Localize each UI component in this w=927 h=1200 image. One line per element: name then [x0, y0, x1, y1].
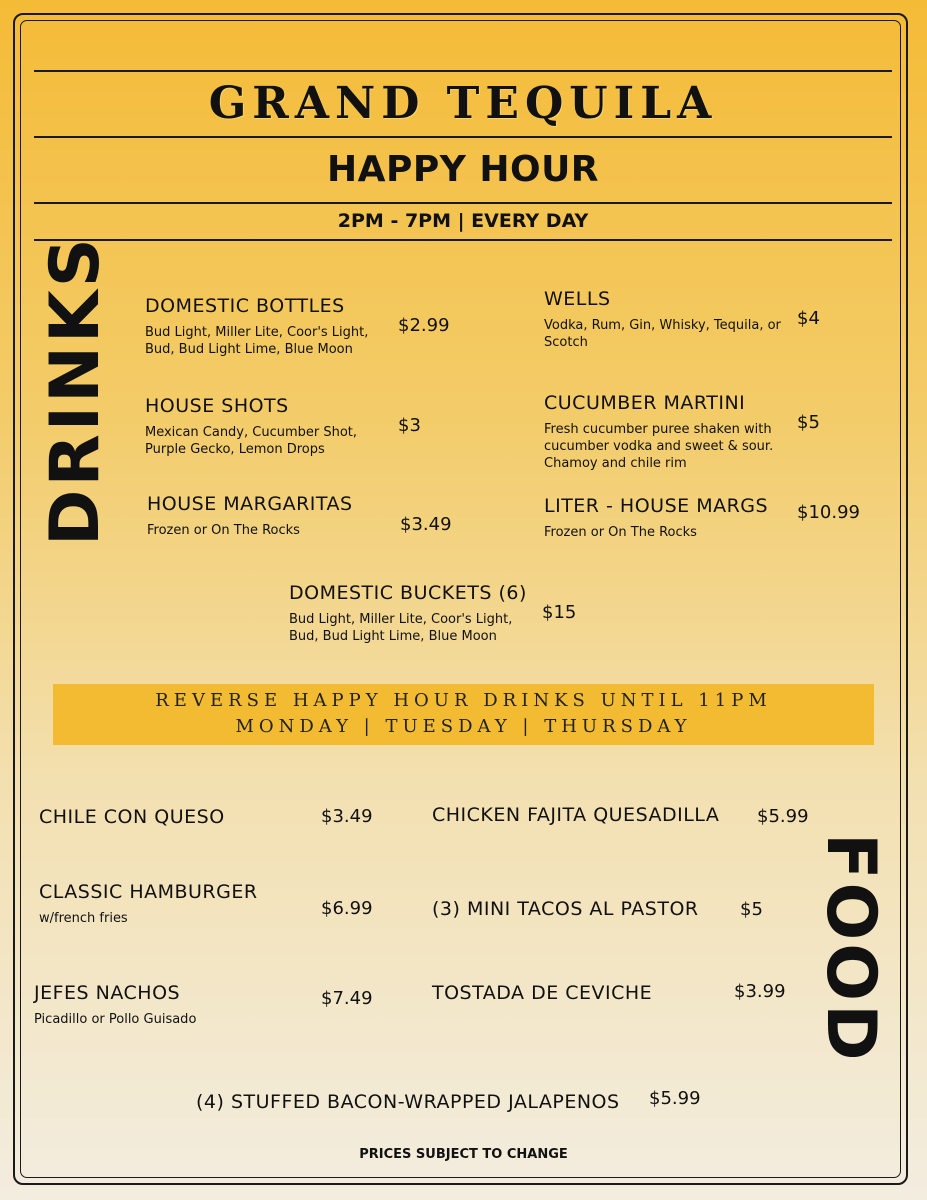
- item-price: $5: [797, 412, 820, 433]
- item-price: $7.49: [321, 988, 373, 1009]
- item-price: $3.49: [321, 806, 373, 827]
- food-item-mini-tacos-al-pastor: [432, 897, 699, 921]
- drink-item-house-margaritas: [147, 492, 392, 539]
- item-price: $5.99: [757, 806, 809, 827]
- item-name: CUCUMBER MARTINI: [544, 392, 746, 414]
- item-price: $15: [542, 602, 577, 623]
- item-name: WELLS: [544, 288, 611, 310]
- item-price: $4: [797, 308, 820, 329]
- item-description: Mexican Candy, Cucumber Shot, Purple Gecko, Lemon Drops: [145, 425, 358, 457]
- item-price: $3.99: [734, 981, 786, 1002]
- divider-line: [34, 239, 892, 241]
- item-price: $6.99: [321, 898, 373, 919]
- drink-item-domestic-buckets: [289, 581, 534, 645]
- item-name: LITER - HOUSE MARGS: [544, 495, 769, 517]
- item-price: $3.49: [400, 514, 452, 535]
- banner-days: MONDAY | TUESDAY | THURSDAY: [235, 716, 692, 737]
- item-price: $5.99: [649, 1088, 701, 1109]
- item-name: DOMESTIC BOTTLES: [145, 295, 345, 317]
- item-description: Bud Light, Miller Lite, Coor's Light, Bud, Bud Light Lime, Blue Moon: [289, 612, 513, 644]
- drink-item-domestic-bottles: [145, 294, 390, 358]
- item-name: HOUSE MARGARITAS: [147, 493, 353, 515]
- drink-item-cucumber-martini: [544, 391, 794, 472]
- item-description: Frozen or On The Rocks: [147, 523, 300, 538]
- divider-line: [34, 136, 892, 138]
- food-item-stuffed-jalapenos: [196, 1090, 620, 1114]
- drinks-section-label: DRINKS: [36, 235, 115, 546]
- happy-hour-times: 2PM - 7PM | EVERY DAY: [337, 210, 589, 232]
- happy-hour-heading: HAPPY HOUR: [326, 149, 600, 190]
- item-price: $5: [740, 899, 763, 920]
- reverse-happy-hour-banner: [53, 684, 874, 745]
- banner-line: REVERSE HAPPY HOUR DRINKS UNTIL 11PM: [155, 690, 772, 711]
- drink-item-liter-house-margs: [544, 494, 794, 541]
- item-description: Bud Light, Miller Lite, Coor's Light, Bud, Bud Light Lime, Blue Moon: [145, 325, 369, 357]
- food-item-classic-hamburger: [39, 880, 258, 927]
- item-description: w/french fries: [39, 911, 128, 926]
- drink-item-house-shots: [145, 394, 390, 458]
- item-description: Frozen or On The Rocks: [544, 525, 697, 540]
- item-name: JEFES NACHOS: [34, 982, 181, 1004]
- drink-item-wells: [544, 287, 794, 351]
- divider-line: [34, 202, 892, 204]
- item-name: TOSTADA DE CEVICHE: [432, 982, 653, 1004]
- item-name: CHILE CON QUESO: [39, 806, 225, 828]
- item-price: $3: [398, 415, 421, 436]
- item-price: $10.99: [797, 502, 860, 523]
- divider-line: [34, 70, 892, 72]
- food-item-jefes-nachos: [34, 981, 196, 1028]
- item-description: Picadillo or Pollo Guisado: [34, 1012, 197, 1027]
- item-name: DOMESTIC BUCKETS (6): [289, 582, 527, 604]
- item-price: $2.99: [398, 315, 450, 336]
- item-name: (4) STUFFED BACON-WRAPPED JALAPENOS: [196, 1091, 620, 1113]
- restaurant-title: GRAND TEQUILA: [208, 78, 718, 129]
- item-name: CHICKEN FAJITA QUESADILLA: [432, 804, 720, 826]
- item-name: (3) MINI TACOS AL PASTOR: [432, 898, 699, 920]
- food-item-tostada-de-ceviche: [432, 981, 652, 1005]
- prices-disclaimer: PRICES SUBJECT TO CHANGE: [359, 1147, 568, 1162]
- item-description: Vodka, Rum, Gin, Whisky, Tequila, or Scotch: [544, 318, 781, 350]
- item-name: CLASSIC HAMBURGER: [39, 881, 258, 903]
- food-item-chile-con-queso: [39, 805, 225, 829]
- item-description: Fresh cucumber puree shaken with cucumber vodka and sweet & sour. Chamoy and chile rim: [544, 422, 774, 471]
- food-section-label: FOOD: [811, 833, 890, 1064]
- item-name: HOUSE SHOTS: [145, 395, 289, 417]
- food-item-chicken-fajita-quesadilla: [432, 803, 719, 827]
